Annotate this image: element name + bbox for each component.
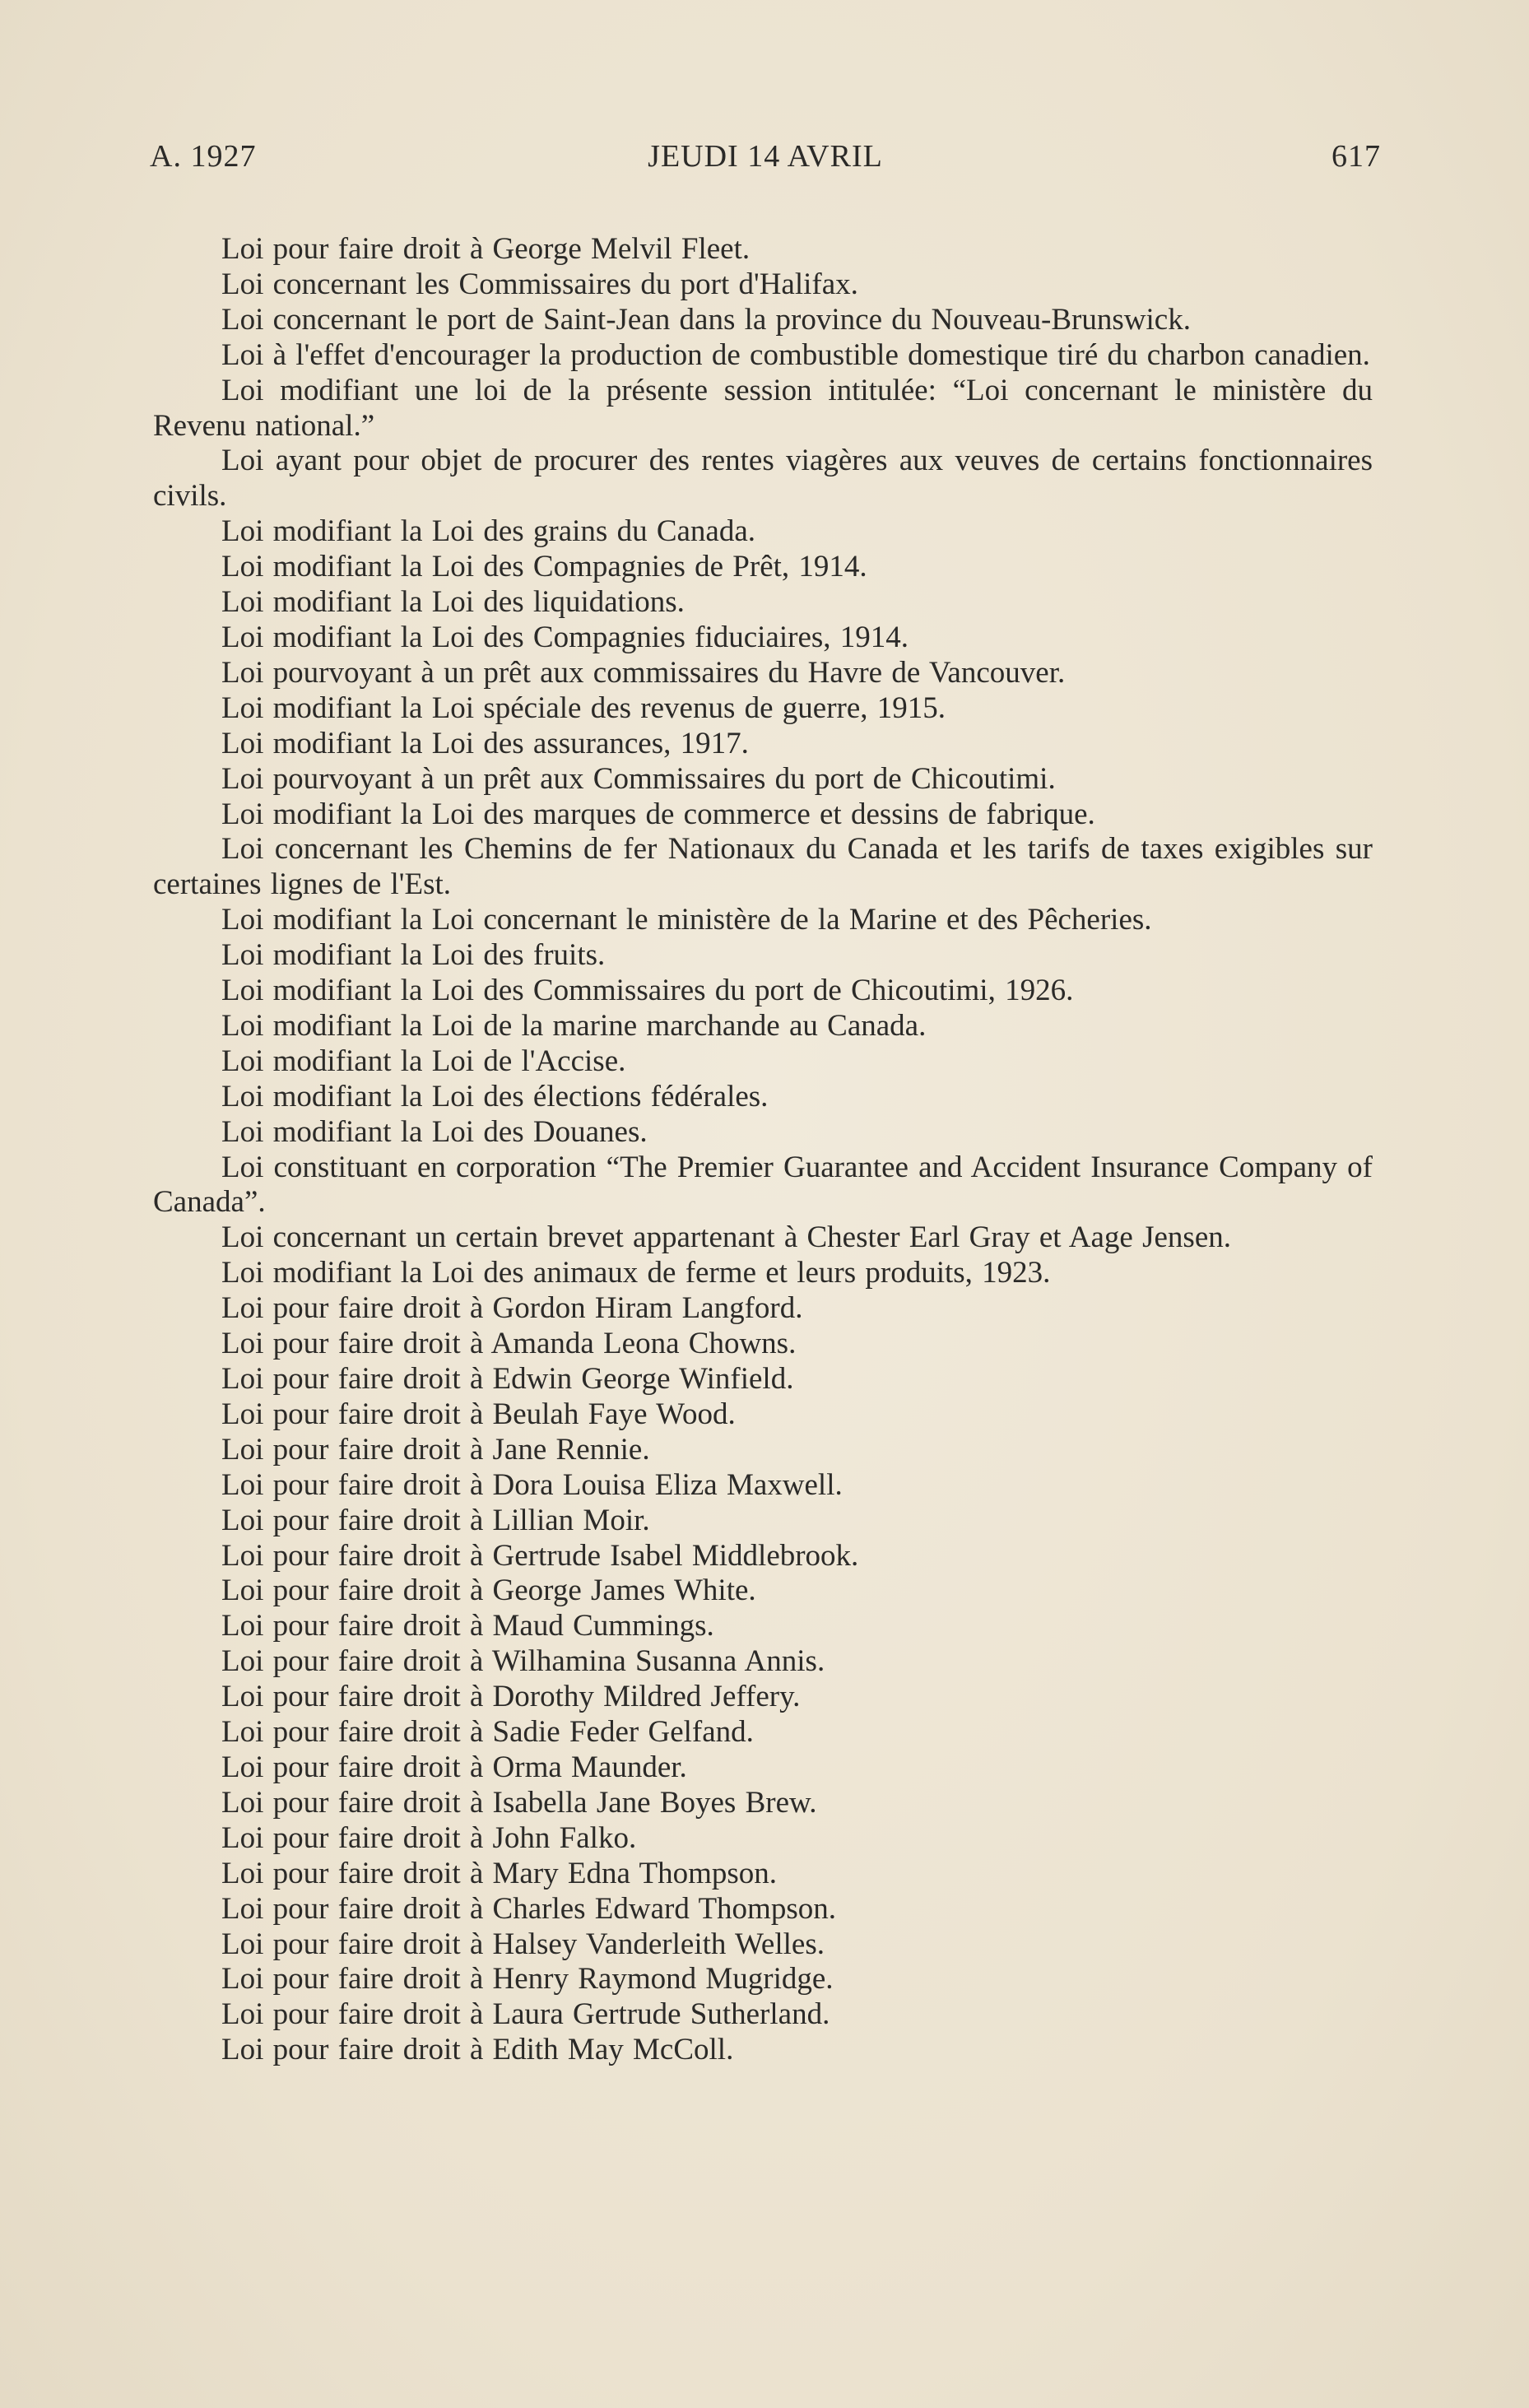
bill-entry: Loi modifiant la Loi des fruits. [221, 938, 606, 973]
bill-entry: Loi modifiant la Loi des marques de commerce et dessins de fabrique. [221, 797, 1095, 831]
bill-entry: Loi modifiant la Loi des liquidations. [221, 585, 685, 620]
bill-entry: Loi modifiant la Loi des Commissaires du port de Chicoutimi, 1926. [221, 974, 1074, 1008]
bill-entry: Loi pour faire droit à Isabella Jane Boyes Brew. [221, 1785, 817, 1820]
bill-entry: Loi pour faire droit à Jane Rennie. [221, 1432, 650, 1467]
bill-entry: Loi modifiant la Loi des élections fédérales. [221, 1079, 769, 1113]
bill-entry: Loi concernant un certain brevet appartenant à Chester Earl Gray et Aage Jensen. [221, 1220, 1231, 1255]
bill-entry: Loi constituant en corporation “The Premier Guarantee and Accident Insurance Company of Canada”. [153, 1150, 1373, 1220]
bill-entry: Loi pour faire droit à Orma Maunder. [221, 1750, 687, 1784]
bill-entry: Loi pour faire droit à John Falko. [221, 1820, 637, 1855]
bill-entry: Loi modifiant la Loi spéciale des revenus de guerre, 1915. [221, 690, 946, 725]
bill-entry: Loi concernant les Commissaires du port d'Halifax. [221, 267, 858, 301]
bill-entry: Loi pour faire droit à Dorothy Mildred Jeffery. [221, 1680, 801, 1714]
bill-entry: Loi pour faire droit à Dora Louisa Eliza Maxwell. [221, 1467, 843, 1502]
bill-entry: Loi pour faire droit à Charles Edward Thompson. [221, 1891, 836, 1926]
bill-entry: Loi modifiant une loi de la présente session intitulée: “Loi concernant le ministère du Revenu national.” [153, 373, 1373, 443]
bill-entry: Loi modifiant la Loi de l'Accise. [221, 1044, 626, 1078]
bill-entry: Loi pour faire droit à Edith May McColl. [221, 2033, 734, 2067]
session-year: A. 1927 [150, 139, 257, 174]
bill-entry: Loi pour faire droit à George Melvil Fleet. [221, 232, 751, 266]
bill-entry: Loi pourvoyant à un prêt aux commissaires du Havre de Vancouver. [221, 655, 1066, 690]
bill-entry: Loi pour faire droit à Lillian Moir. [221, 1503, 650, 1537]
bill-entry: Loi pour faire droit à George James White. [221, 1574, 756, 1608]
bill-entry: Loi pour faire droit à Sadie Feder Gelfand. [221, 1715, 754, 1750]
bill-entry: Loi pour faire droit à Laura Gertrude Sutherland. [221, 1997, 830, 2032]
page-date: JEUDI 14 AVRIL [648, 139, 883, 174]
bill-entry: Loi modifiant la Loi de la marine marchande au Canada. [221, 1008, 927, 1043]
bill-entry: Loi modifiant la Loi des assurances, 1917. [221, 726, 749, 760]
bill-entry: Loi pour faire droit à Gordon Hiram Langford. [221, 1291, 803, 1326]
bill-entry: Loi pour faire droit à Maud Cummings. [221, 1609, 714, 1643]
bill-entry: Loi modifiant la Loi des grains du Canada. [221, 514, 756, 549]
bill-entry: Loi à l'effet d'encourager la production de combustible domestique tiré du charbon canadien. [221, 337, 1370, 372]
bill-entry: Loi concernant le port de Saint-Jean dans la province du Nouveau-Brunswick. [221, 302, 1191, 337]
bill-entry: Loi modifiant la Loi concernant le ministère de la Marine et des Pêcheries. [221, 903, 1152, 937]
bill-entry: Loi pourvoyant à un prêt aux Commissaires du port de Chicoutimi. [221, 761, 1056, 796]
bill-entry: Loi modifiant la Loi des Compagnies de Prêt, 1914. [221, 550, 867, 584]
bill-entry: Loi pour faire droit à Beulah Faye Wood. [221, 1397, 736, 1431]
bill-list [153, 232, 1373, 2068]
bill-entry: Loi pour faire droit à Edwin George Winfield. [221, 1362, 794, 1396]
page-number: 617 [1331, 139, 1381, 174]
page-header [150, 138, 1381, 184]
bill-entry: Loi modifiant la Loi des Douanes. [221, 1114, 648, 1149]
bill-entry: Loi modifiant la Loi des animaux de ferme et leurs produits, 1923. [221, 1256, 1051, 1290]
bill-entry: Loi pour faire droit à Wilhamina Susanna Annis. [221, 1644, 825, 1679]
bill-entry: Loi pour faire droit à Mary Edna Thompson. [221, 1856, 778, 1890]
bill-entry: Loi pour faire droit à Gertrude Isabel Middlebrook. [221, 1538, 859, 1573]
bill-entry: Loi concernant les Chemins de fer Nationaux du Canada et les tarifs de taxes exigibles sur certaines lignes de l'Est. [153, 832, 1373, 902]
bill-entry: Loi pour faire droit à Halsey Vanderleith Welles. [221, 1927, 825, 1961]
bill-entry: Loi ayant pour objet de procurer des rentes viagères aux veuves de certains fonctionnaires civils. [153, 444, 1373, 514]
bill-entry: Loi modifiant la Loi des Compagnies fiduciaires, 1914. [221, 620, 909, 654]
bill-entry: Loi pour faire droit à Amanda Leona Chowns. [221, 1327, 797, 1361]
bill-entry: Loi pour faire droit à Henry Raymond Mugridge. [221, 1962, 834, 1997]
